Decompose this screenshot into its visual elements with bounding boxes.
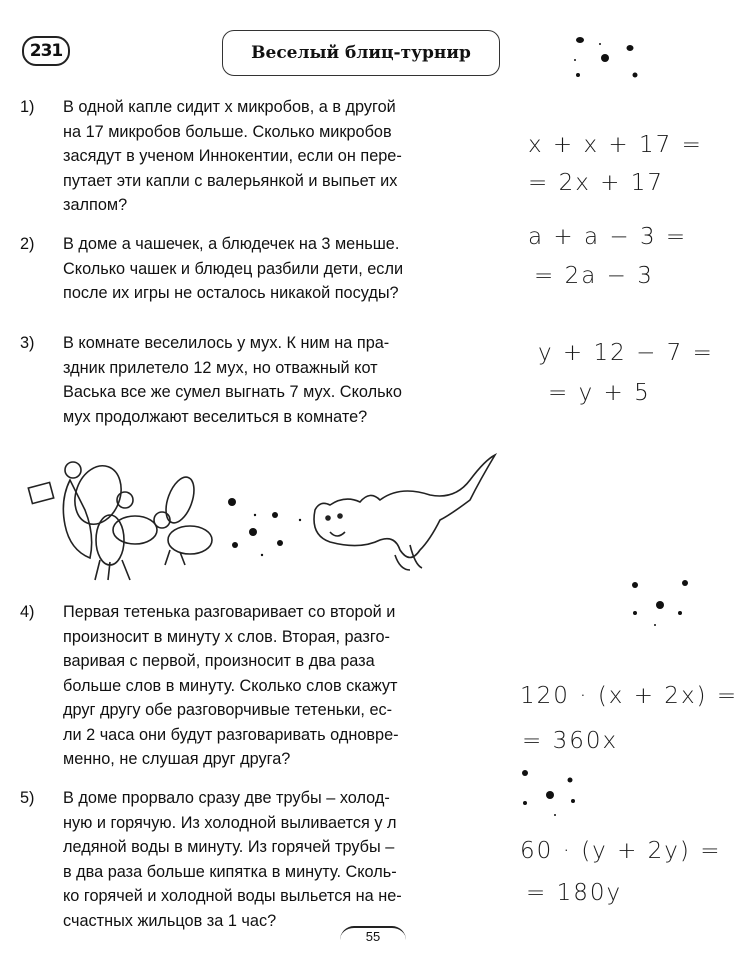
problem-text-line: ли 2 часа они будут разговаривать одновре-	[63, 725, 399, 744]
problem-1	[20, 95, 490, 218]
problem-text-line: Васька все же сумел выгнать 7 мух. Сколько	[63, 383, 402, 401]
handwritten-answer: 60 · (y + 2y) =	[520, 838, 722, 864]
problem-text-line: ко горячей и холодной воды выльется на не-	[63, 887, 402, 905]
cat-drawing	[314, 455, 495, 570]
problem-text-line: В доме a чашечек, а блюдечек на 3 меньше.	[63, 235, 400, 253]
handwritten-answer: y + 12 − 7 =	[538, 340, 714, 366]
problem-text-line: Первая тетенька разговаривает со второй и	[63, 603, 396, 621]
problem-text-line: В комнате веселилось y мух. К ним на пра-	[63, 334, 390, 352]
problem-text-line: здник прилетело 12 мух, но отважный кот	[63, 358, 378, 377]
problem-text-line: произносит в минуту x слов. Вторая, разго-	[63, 627, 390, 646]
handwritten-answer: a + a − 3 =	[528, 224, 688, 250]
problem-4	[20, 600, 490, 772]
problem-text-line: после их игры не осталось никакой посуды?	[63, 284, 399, 302]
fly-drawing	[95, 492, 157, 580]
page-title: Веселый блиц-турнир	[222, 30, 500, 76]
problem-text-line: варивая с первой, произносит в два раза	[63, 652, 375, 670]
handwritten-answer: = 2a − 3	[534, 263, 654, 289]
problem-number: 2)	[20, 235, 35, 253]
problem-text-line: ледяной воды в минуту. Из горячей трубы –	[63, 838, 395, 856]
problem-text-line: больше слов в минуту. Сколько слов скажут	[63, 676, 398, 695]
handwritten-answer: x + x + 17 =	[528, 132, 703, 158]
handwritten-answer: = 2x + 17	[528, 170, 664, 196]
handwritten-answer: = y + 5	[548, 380, 651, 406]
problem-2	[20, 232, 490, 306]
illustration-flies-and-cat	[0, 440, 745, 605]
flies-decoration-middle	[515, 765, 595, 825]
problem-3	[20, 331, 490, 429]
problem-text-line: засядут в ученом Иннокентии, если он пере-	[63, 147, 402, 165]
problem-text-line: на 17 микробов больше. Сколько микробов	[63, 122, 392, 141]
flies-decoration-top	[560, 30, 650, 90]
problem-text-line: в два раза больше кипятка в минуту. Сколь-	[63, 862, 397, 881]
handwritten-answer: 120 · (x + 2x) =	[520, 683, 739, 709]
problem-number: 1)	[20, 98, 35, 116]
page-number: 55	[340, 926, 406, 958]
problem-text-line: ную и горячую. Из холодной выливается y л	[63, 813, 397, 832]
fly-lady-drawing	[28, 459, 129, 558]
problem-text-line: путает эти капли с валерьянкой и выпьет их	[63, 171, 398, 190]
problem-text-line: В одной капле сидит x микробов, а в другой	[63, 98, 396, 116]
problem-text-line: Сколько чашек и блюдец разбили дети, если	[63, 259, 404, 278]
problem-5	[20, 786, 490, 933]
problem-text-line: друг другу обе разговорчивые тетеньки, ес-	[63, 701, 393, 719]
problem-text-line: счастных жильцов за 1 час?	[63, 911, 277, 930]
problem-text-line: В доме прорвало сразу две трубы – холод-	[63, 789, 390, 807]
handwritten-answer: = 180y	[526, 880, 623, 906]
problem-number: 4)	[20, 603, 35, 621]
exercise-number-badge: 231	[22, 36, 70, 66]
handwritten-answer: = 360x	[522, 728, 619, 754]
problem-text-line: менно, не слушая друг друга?	[63, 750, 291, 768]
fly-drawing	[154, 473, 212, 565]
problem-number: 5)	[20, 789, 35, 807]
problem-number: 3)	[20, 334, 35, 352]
flying-flies	[228, 498, 301, 556]
problem-text-line: залпом?	[63, 196, 128, 214]
problem-text-line: мух продолжают веселиться в комнате?	[63, 407, 368, 426]
